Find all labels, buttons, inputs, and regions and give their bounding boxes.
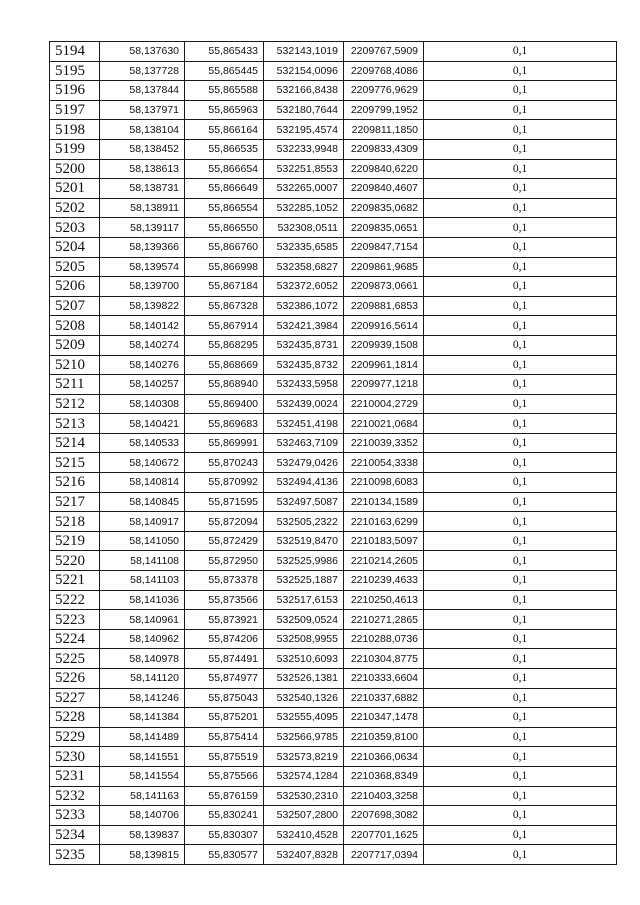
coord-y-cell: 2209977,1218 xyxy=(344,375,424,395)
longitude-cell: 55,865588 xyxy=(185,81,264,101)
coord-x-cell: 532517,6153 xyxy=(264,590,344,610)
coord-y-cell: 2209916,5614 xyxy=(344,316,424,336)
point-number-cell: 5194 xyxy=(50,42,100,62)
table-row xyxy=(50,786,617,806)
longitude-cell: 55,830307 xyxy=(185,825,264,845)
table-row xyxy=(50,81,617,101)
point-number-cell: 5195 xyxy=(50,61,100,81)
latitude-cell: 58,137630 xyxy=(100,42,185,62)
coord-y-cell: 2210021,0684 xyxy=(344,414,424,434)
latitude-cell: 58,140533 xyxy=(100,433,185,453)
coord-x-cell: 532526,1381 xyxy=(264,669,344,689)
accuracy-cell: 0,1 xyxy=(424,179,617,199)
point-number-cell: 5229 xyxy=(50,727,100,747)
coord-y-cell: 2210098,6083 xyxy=(344,473,424,493)
table-row xyxy=(50,394,617,414)
table-row xyxy=(50,335,617,355)
coord-x-cell: 532439,0024 xyxy=(264,394,344,414)
table-row xyxy=(50,590,617,610)
longitude-cell: 55,865963 xyxy=(185,100,264,120)
longitude-cell: 55,869991 xyxy=(185,433,264,453)
coord-y-cell: 2210337,6882 xyxy=(344,688,424,708)
point-number-cell: 5204 xyxy=(50,237,100,257)
point-number-cell: 5206 xyxy=(50,277,100,297)
coord-y-cell: 2209847,7154 xyxy=(344,237,424,257)
table-row xyxy=(50,120,617,140)
coord-x-cell: 532166,8438 xyxy=(264,81,344,101)
point-number-cell: 5202 xyxy=(50,198,100,218)
longitude-cell: 55,867184 xyxy=(185,277,264,297)
longitude-cell: 55,866760 xyxy=(185,237,264,257)
latitude-cell: 58,137728 xyxy=(100,61,185,81)
latitude-cell: 58,141554 xyxy=(100,766,185,786)
point-number-cell: 5220 xyxy=(50,551,100,571)
coord-x-cell: 532573,8219 xyxy=(264,747,344,767)
latitude-cell: 58,139574 xyxy=(100,257,185,277)
coord-y-cell: 2210304,8775 xyxy=(344,649,424,669)
coord-y-cell: 2210250,4613 xyxy=(344,590,424,610)
latitude-cell: 58,140917 xyxy=(100,512,185,532)
point-number-cell: 5218 xyxy=(50,512,100,532)
table-row xyxy=(50,727,617,747)
longitude-cell: 55,873921 xyxy=(185,610,264,630)
latitude-cell: 58,141050 xyxy=(100,531,185,551)
point-number-cell: 5225 xyxy=(50,649,100,669)
longitude-cell: 55,875043 xyxy=(185,688,264,708)
coord-x-cell: 532265,0007 xyxy=(264,179,344,199)
latitude-cell: 58,137844 xyxy=(100,81,185,101)
accuracy-cell: 0,1 xyxy=(424,806,617,826)
coord-y-cell: 2210333,6604 xyxy=(344,669,424,689)
latitude-cell: 58,141246 xyxy=(100,688,185,708)
longitude-cell: 55,866998 xyxy=(185,257,264,277)
point-number-cell: 5209 xyxy=(50,335,100,355)
coord-x-cell: 532509,0524 xyxy=(264,610,344,630)
coord-x-cell: 532358,6827 xyxy=(264,257,344,277)
latitude-cell: 58,137971 xyxy=(100,100,185,120)
accuracy-cell: 0,1 xyxy=(424,42,617,62)
coord-x-cell: 532555,4095 xyxy=(264,708,344,728)
longitude-cell: 55,868295 xyxy=(185,335,264,355)
accuracy-cell: 0,1 xyxy=(424,551,617,571)
point-number-cell: 5227 xyxy=(50,688,100,708)
longitude-cell: 55,874977 xyxy=(185,669,264,689)
coord-y-cell: 2210368,8349 xyxy=(344,766,424,786)
coord-y-cell: 2210366,0634 xyxy=(344,747,424,767)
point-number-cell: 5211 xyxy=(50,375,100,395)
longitude-cell: 55,870243 xyxy=(185,453,264,473)
table-row xyxy=(50,42,617,62)
coord-y-cell: 2207698,3082 xyxy=(344,806,424,826)
coord-y-cell: 2207701,1625 xyxy=(344,825,424,845)
accuracy-cell: 0,1 xyxy=(424,218,617,238)
point-number-cell: 5217 xyxy=(50,492,100,512)
longitude-cell: 55,865445 xyxy=(185,61,264,81)
latitude-cell: 58,140814 xyxy=(100,473,185,493)
point-number-cell: 5216 xyxy=(50,473,100,493)
point-number-cell: 5219 xyxy=(50,531,100,551)
longitude-cell: 55,870992 xyxy=(185,473,264,493)
table-row xyxy=(50,747,617,767)
latitude-cell: 58,140274 xyxy=(100,335,185,355)
coord-x-cell: 532308,0511 xyxy=(264,218,344,238)
accuracy-cell: 0,1 xyxy=(424,394,617,414)
coord-x-cell: 532233,9948 xyxy=(264,139,344,159)
coord-y-cell: 2210347,1478 xyxy=(344,708,424,728)
coord-y-cell: 2209939,1508 xyxy=(344,335,424,355)
coord-y-cell: 2209881,6853 xyxy=(344,296,424,316)
latitude-cell: 58,138452 xyxy=(100,139,185,159)
latitude-cell: 58,140845 xyxy=(100,492,185,512)
longitude-cell: 55,875201 xyxy=(185,708,264,728)
coord-x-cell: 532507,2800 xyxy=(264,806,344,826)
point-number-cell: 5197 xyxy=(50,100,100,120)
accuracy-cell: 0,1 xyxy=(424,61,617,81)
longitude-cell: 55,866554 xyxy=(185,198,264,218)
longitude-cell: 55,830577 xyxy=(185,845,264,865)
latitude-cell: 58,139815 xyxy=(100,845,185,865)
point-number-cell: 5205 xyxy=(50,257,100,277)
latitude-cell: 58,140421 xyxy=(100,414,185,434)
longitude-cell: 55,872094 xyxy=(185,512,264,532)
coord-y-cell: 2209776,9629 xyxy=(344,81,424,101)
coord-x-cell: 532285,1052 xyxy=(264,198,344,218)
accuracy-cell: 0,1 xyxy=(424,277,617,297)
accuracy-cell: 0,1 xyxy=(424,845,617,865)
accuracy-cell: 0,1 xyxy=(424,414,617,434)
latitude-cell: 58,138911 xyxy=(100,198,185,218)
table-row xyxy=(50,375,617,395)
coord-y-cell: 2210288,0736 xyxy=(344,629,424,649)
longitude-cell: 55,868669 xyxy=(185,355,264,375)
point-number-cell: 5214 xyxy=(50,433,100,453)
coord-x-cell: 532574,1284 xyxy=(264,766,344,786)
latitude-cell: 58,138613 xyxy=(100,159,185,179)
latitude-cell: 58,140961 xyxy=(100,610,185,630)
coord-y-cell: 2210183,5097 xyxy=(344,531,424,551)
coord-y-cell: 2210054,3338 xyxy=(344,453,424,473)
coord-y-cell: 2209767,5909 xyxy=(344,42,424,62)
coord-x-cell: 532435,8731 xyxy=(264,335,344,355)
coord-x-cell: 532525,1887 xyxy=(264,571,344,591)
table-row xyxy=(50,316,617,336)
coord-x-cell: 532479,0426 xyxy=(264,453,344,473)
coord-x-cell: 532505,2322 xyxy=(264,512,344,532)
accuracy-cell: 0,1 xyxy=(424,257,617,277)
accuracy-cell: 0,1 xyxy=(424,571,617,591)
point-number-cell: 5230 xyxy=(50,747,100,767)
table-row xyxy=(50,100,617,120)
coord-y-cell: 2210271,2865 xyxy=(344,610,424,630)
coord-x-cell: 532463,7109 xyxy=(264,433,344,453)
accuracy-cell: 0,1 xyxy=(424,590,617,610)
table-row xyxy=(50,473,617,493)
coord-x-cell: 532525,9986 xyxy=(264,551,344,571)
latitude-cell: 58,140142 xyxy=(100,316,185,336)
longitude-cell: 55,874206 xyxy=(185,629,264,649)
point-number-cell: 5224 xyxy=(50,629,100,649)
table-row xyxy=(50,551,617,571)
accuracy-cell: 0,1 xyxy=(424,237,617,257)
accuracy-cell: 0,1 xyxy=(424,629,617,649)
accuracy-cell: 0,1 xyxy=(424,375,617,395)
point-number-cell: 5215 xyxy=(50,453,100,473)
coord-y-cell: 2209799,1952 xyxy=(344,100,424,120)
accuracy-cell: 0,1 xyxy=(424,727,617,747)
table-row xyxy=(50,139,617,159)
accuracy-cell: 0,1 xyxy=(424,296,617,316)
point-number-cell: 5221 xyxy=(50,571,100,591)
coord-y-cell: 2210214,2605 xyxy=(344,551,424,571)
longitude-cell: 55,866164 xyxy=(185,120,264,140)
accuracy-cell: 0,1 xyxy=(424,355,617,375)
accuracy-cell: 0,1 xyxy=(424,649,617,669)
coord-y-cell: 2209811,1850 xyxy=(344,120,424,140)
table-row xyxy=(50,610,617,630)
table-row xyxy=(50,825,617,845)
table-row xyxy=(50,277,617,297)
coord-x-cell: 532497,5087 xyxy=(264,492,344,512)
table-row xyxy=(50,669,617,689)
longitude-cell: 55,873566 xyxy=(185,590,264,610)
latitude-cell: 58,141551 xyxy=(100,747,185,767)
accuracy-cell: 0,1 xyxy=(424,512,617,532)
accuracy-cell: 0,1 xyxy=(424,747,617,767)
longitude-cell: 55,869683 xyxy=(185,414,264,434)
latitude-cell: 58,138731 xyxy=(100,179,185,199)
coord-x-cell: 532407,8328 xyxy=(264,845,344,865)
table-row xyxy=(50,218,617,238)
longitude-cell: 55,873378 xyxy=(185,571,264,591)
longitude-cell: 55,875566 xyxy=(185,766,264,786)
coord-x-cell: 532494,4136 xyxy=(264,473,344,493)
coord-y-cell: 2210134,1589 xyxy=(344,492,424,512)
table-row xyxy=(50,806,617,826)
table-row xyxy=(50,179,617,199)
longitude-cell: 55,871595 xyxy=(185,492,264,512)
accuracy-cell: 0,1 xyxy=(424,198,617,218)
point-number-cell: 5210 xyxy=(50,355,100,375)
longitude-cell: 55,875519 xyxy=(185,747,264,767)
point-number-cell: 5226 xyxy=(50,669,100,689)
point-number-cell: 5222 xyxy=(50,590,100,610)
accuracy-cell: 0,1 xyxy=(424,708,617,728)
coord-x-cell: 532372,6052 xyxy=(264,277,344,297)
accuracy-cell: 0,1 xyxy=(424,825,617,845)
longitude-cell: 55,874491 xyxy=(185,649,264,669)
latitude-cell: 58,140672 xyxy=(100,453,185,473)
latitude-cell: 58,141108 xyxy=(100,551,185,571)
point-number-cell: 5207 xyxy=(50,296,100,316)
coordinates-table xyxy=(49,41,617,865)
coord-x-cell: 532154,0096 xyxy=(264,61,344,81)
accuracy-cell: 0,1 xyxy=(424,316,617,336)
latitude-cell: 58,141384 xyxy=(100,708,185,728)
accuracy-cell: 0,1 xyxy=(424,766,617,786)
longitude-cell: 55,876159 xyxy=(185,786,264,806)
accuracy-cell: 0,1 xyxy=(424,120,617,140)
point-number-cell: 5228 xyxy=(50,708,100,728)
accuracy-cell: 0,1 xyxy=(424,492,617,512)
point-number-cell: 5196 xyxy=(50,81,100,101)
point-number-cell: 5235 xyxy=(50,845,100,865)
point-number-cell: 5208 xyxy=(50,316,100,336)
longitude-cell: 55,869400 xyxy=(185,394,264,414)
table-row xyxy=(50,198,617,218)
accuracy-cell: 0,1 xyxy=(424,453,617,473)
point-number-cell: 5198 xyxy=(50,120,100,140)
table-row xyxy=(50,237,617,257)
table-row xyxy=(50,61,617,81)
point-number-cell: 5200 xyxy=(50,159,100,179)
point-number-cell: 5231 xyxy=(50,766,100,786)
longitude-cell: 55,866649 xyxy=(185,179,264,199)
accuracy-cell: 0,1 xyxy=(424,531,617,551)
latitude-cell: 58,141036 xyxy=(100,590,185,610)
longitude-cell: 55,866535 xyxy=(185,139,264,159)
coordinates-table-body xyxy=(50,42,617,865)
coord-y-cell: 2210004,2729 xyxy=(344,394,424,414)
coord-x-cell: 532530,2310 xyxy=(264,786,344,806)
accuracy-cell: 0,1 xyxy=(424,473,617,493)
coord-y-cell: 2210239,4633 xyxy=(344,571,424,591)
latitude-cell: 58,140962 xyxy=(100,629,185,649)
coord-x-cell: 532195,4574 xyxy=(264,120,344,140)
accuracy-cell: 0,1 xyxy=(424,688,617,708)
point-number-cell: 5232 xyxy=(50,786,100,806)
accuracy-cell: 0,1 xyxy=(424,335,617,355)
coord-x-cell: 532180,7644 xyxy=(264,100,344,120)
accuracy-cell: 0,1 xyxy=(424,786,617,806)
latitude-cell: 58,139366 xyxy=(100,237,185,257)
table-row xyxy=(50,688,617,708)
coord-y-cell: 2210359,8100 xyxy=(344,727,424,747)
longitude-cell: 55,867914 xyxy=(185,316,264,336)
latitude-cell: 58,141163 xyxy=(100,786,185,806)
latitude-cell: 58,140257 xyxy=(100,375,185,395)
coord-y-cell: 2210039,3352 xyxy=(344,433,424,453)
longitude-cell: 55,868940 xyxy=(185,375,264,395)
coord-y-cell: 2209835,0651 xyxy=(344,218,424,238)
longitude-cell: 55,865433 xyxy=(185,42,264,62)
coord-x-cell: 532510,6093 xyxy=(264,649,344,669)
table-row xyxy=(50,708,617,728)
table-row xyxy=(50,257,617,277)
coord-x-cell: 532433,5958 xyxy=(264,375,344,395)
latitude-cell: 58,138104 xyxy=(100,120,185,140)
coord-y-cell: 2209961,1814 xyxy=(344,355,424,375)
coord-y-cell: 2209768,4086 xyxy=(344,61,424,81)
longitude-cell: 55,872429 xyxy=(185,531,264,551)
coord-x-cell: 532410,4528 xyxy=(264,825,344,845)
table-row xyxy=(50,629,617,649)
table-row xyxy=(50,492,617,512)
point-number-cell: 5203 xyxy=(50,218,100,238)
latitude-cell: 58,140706 xyxy=(100,806,185,826)
latitude-cell: 58,139822 xyxy=(100,296,185,316)
latitude-cell: 58,141103 xyxy=(100,571,185,591)
table-row xyxy=(50,296,617,316)
accuracy-cell: 0,1 xyxy=(424,100,617,120)
table-row xyxy=(50,355,617,375)
longitude-cell: 55,875414 xyxy=(185,727,264,747)
coord-y-cell: 2210163,6299 xyxy=(344,512,424,532)
table-row xyxy=(50,414,617,434)
point-number-cell: 5223 xyxy=(50,610,100,630)
coord-y-cell: 2209840,6220 xyxy=(344,159,424,179)
longitude-cell: 55,866654 xyxy=(185,159,264,179)
table-row xyxy=(50,512,617,532)
accuracy-cell: 0,1 xyxy=(424,139,617,159)
coord-x-cell: 532251,8553 xyxy=(264,159,344,179)
point-number-cell: 5233 xyxy=(50,806,100,826)
latitude-cell: 58,140308 xyxy=(100,394,185,414)
point-number-cell: 5199 xyxy=(50,139,100,159)
point-number-cell: 5234 xyxy=(50,825,100,845)
latitude-cell: 58,140276 xyxy=(100,355,185,375)
coord-x-cell: 532435,8732 xyxy=(264,355,344,375)
coord-y-cell: 2207717,0394 xyxy=(344,845,424,865)
latitude-cell: 58,139700 xyxy=(100,277,185,297)
coord-x-cell: 532386,1072 xyxy=(264,296,344,316)
coord-y-cell: 2209835,0682 xyxy=(344,198,424,218)
coord-y-cell: 2209833,4309 xyxy=(344,139,424,159)
coord-x-cell: 532508,9955 xyxy=(264,629,344,649)
latitude-cell: 58,141120 xyxy=(100,669,185,689)
latitude-cell: 58,139117 xyxy=(100,218,185,238)
longitude-cell: 55,872950 xyxy=(185,551,264,571)
accuracy-cell: 0,1 xyxy=(424,610,617,630)
longitude-cell: 55,830241 xyxy=(185,806,264,826)
coord-x-cell: 532335,6585 xyxy=(264,237,344,257)
coord-x-cell: 532540,1326 xyxy=(264,688,344,708)
accuracy-cell: 0,1 xyxy=(424,433,617,453)
coord-y-cell: 2210403,3258 xyxy=(344,786,424,806)
coord-y-cell: 2209840,4607 xyxy=(344,179,424,199)
latitude-cell: 58,141489 xyxy=(100,727,185,747)
latitude-cell: 58,139837 xyxy=(100,825,185,845)
accuracy-cell: 0,1 xyxy=(424,669,617,689)
latitude-cell: 58,140978 xyxy=(100,649,185,669)
accuracy-cell: 0,1 xyxy=(424,81,617,101)
coord-x-cell: 532519,8470 xyxy=(264,531,344,551)
table-row xyxy=(50,571,617,591)
coord-y-cell: 2209861,9685 xyxy=(344,257,424,277)
coord-y-cell: 2209873,0661 xyxy=(344,277,424,297)
table-row xyxy=(50,649,617,669)
table-row xyxy=(50,766,617,786)
table-row xyxy=(50,453,617,473)
longitude-cell: 55,866550 xyxy=(185,218,264,238)
point-number-cell: 5201 xyxy=(50,179,100,199)
longitude-cell: 55,867328 xyxy=(185,296,264,316)
accuracy-cell: 0,1 xyxy=(424,159,617,179)
table-row xyxy=(50,159,617,179)
coord-x-cell: 532566,9785 xyxy=(264,727,344,747)
coord-x-cell: 532143,1019 xyxy=(264,42,344,62)
coord-x-cell: 532451,4198 xyxy=(264,414,344,434)
point-number-cell: 5212 xyxy=(50,394,100,414)
point-number-cell: 5213 xyxy=(50,414,100,434)
table-row xyxy=(50,433,617,453)
table-row xyxy=(50,531,617,551)
coord-x-cell: 532421,3984 xyxy=(264,316,344,336)
table-row xyxy=(50,845,617,865)
